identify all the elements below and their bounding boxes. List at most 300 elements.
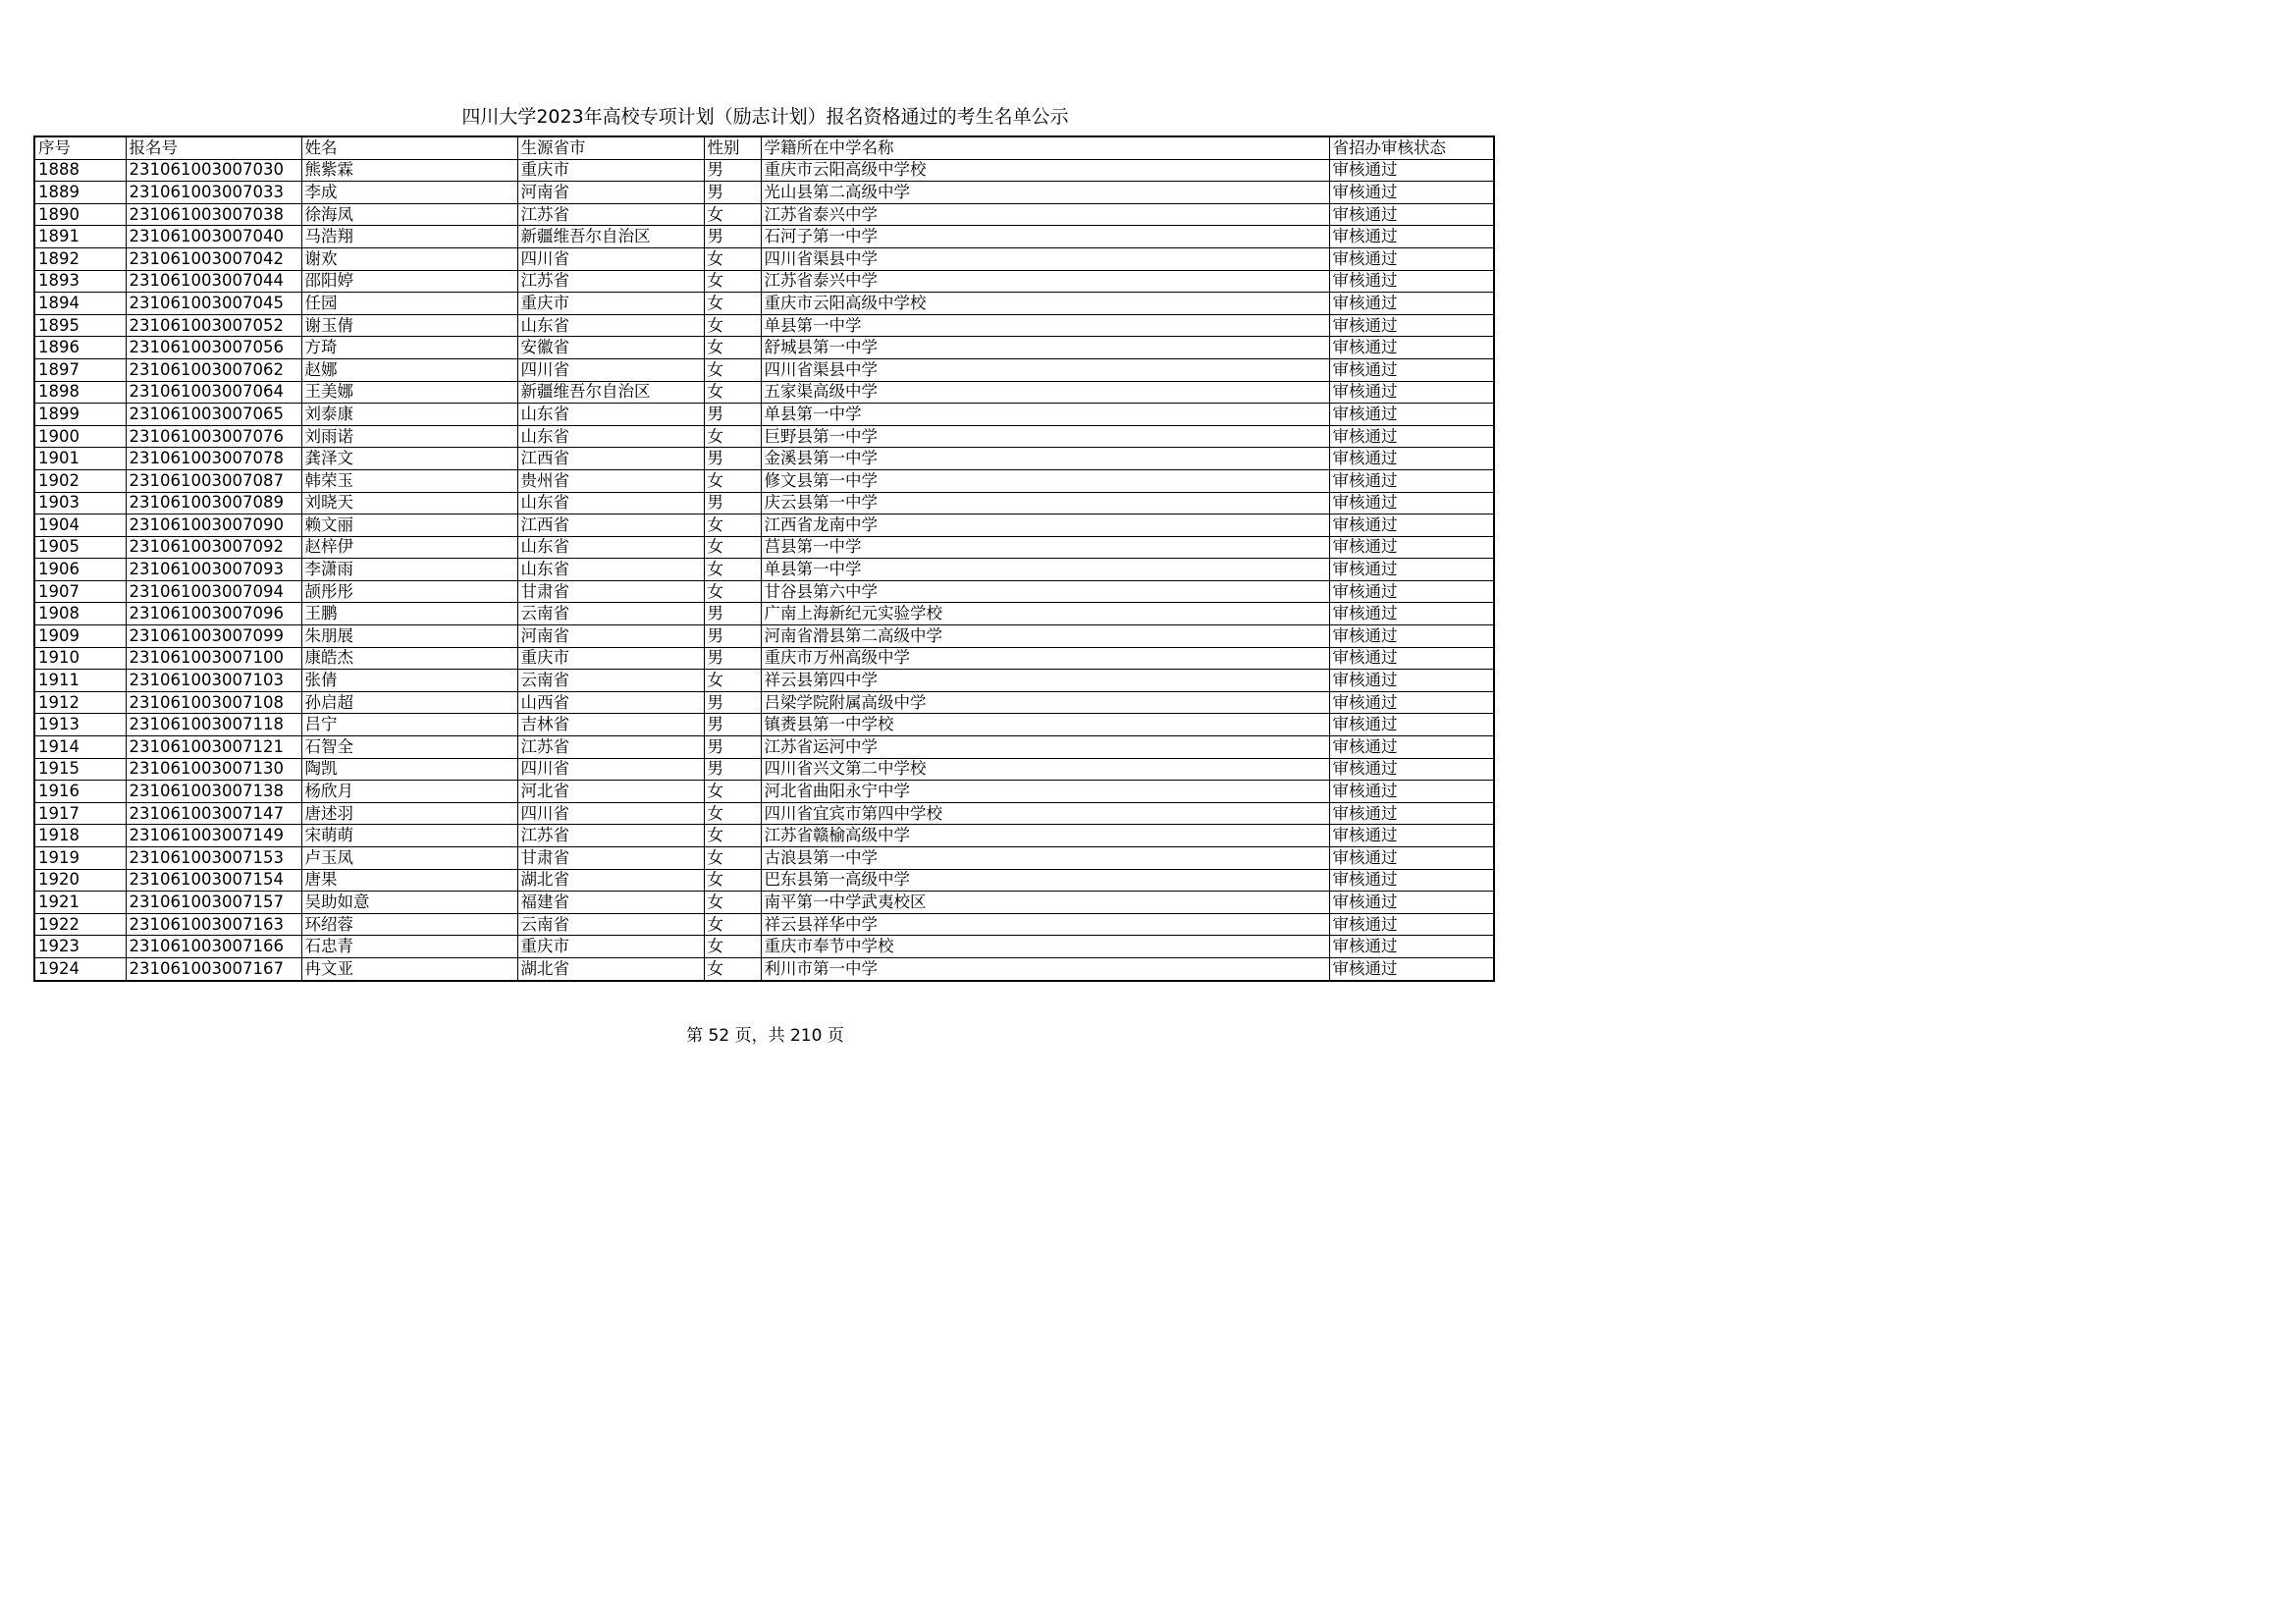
- school-cell: 莒县第一中学: [761, 536, 1329, 559]
- name-cell: 邵阳婷: [301, 270, 517, 293]
- column-header-gender: 性别: [704, 136, 761, 159]
- name-cell: 唐果: [301, 869, 517, 892]
- review-status-cell: 审核通过: [1329, 270, 1494, 293]
- registration-no-cell: 231061003007056: [126, 337, 301, 359]
- serial-cell: 1899: [34, 404, 126, 426]
- serial-cell: 1922: [34, 913, 126, 936]
- name-cell: 方琦: [301, 337, 517, 359]
- school-cell: 石河子第一中学: [761, 226, 1329, 248]
- gender-cell: 男: [704, 714, 761, 736]
- school-cell: 重庆市奉节中学校: [761, 936, 1329, 958]
- table-row: [34, 892, 1494, 914]
- name-cell: 张倩: [301, 670, 517, 692]
- gender-cell: 女: [704, 781, 761, 803]
- gender-cell: 女: [704, 825, 761, 847]
- column-header-serial: 序号: [34, 136, 126, 159]
- province-cell: 重庆市: [517, 293, 704, 315]
- registration-no-cell: 231061003007108: [126, 691, 301, 714]
- registration-no-cell: 231061003007090: [126, 514, 301, 537]
- gender-cell: 女: [704, 337, 761, 359]
- serial-cell: 1913: [34, 714, 126, 736]
- table-row: [34, 448, 1494, 470]
- review-status-cell: 审核通过: [1329, 514, 1494, 537]
- province-cell: 河北省: [517, 781, 704, 803]
- review-status-cell: 审核通过: [1329, 913, 1494, 936]
- gender-cell: 女: [704, 293, 761, 315]
- review-status-cell: 审核通过: [1329, 469, 1494, 492]
- registration-no-cell: 231061003007038: [126, 203, 301, 226]
- school-cell: 重庆市万州高级中学: [761, 647, 1329, 670]
- serial-cell: 1896: [34, 337, 126, 359]
- serial-cell: 1923: [34, 936, 126, 958]
- province-cell: 湖北省: [517, 957, 704, 980]
- province-cell: 云南省: [517, 913, 704, 936]
- school-cell: 重庆市云阳高级中学校: [761, 159, 1329, 182]
- school-cell: 镇赉县第一中学校: [761, 714, 1329, 736]
- school-cell: 江苏省泰兴中学: [761, 203, 1329, 226]
- registration-no-cell: 231061003007103: [126, 670, 301, 692]
- table-row: [34, 825, 1494, 847]
- province-cell: 重庆市: [517, 647, 704, 670]
- gender-cell: 男: [704, 404, 761, 426]
- gender-cell: 男: [704, 758, 761, 781]
- province-cell: 山东省: [517, 404, 704, 426]
- name-cell: 任园: [301, 293, 517, 315]
- candidate-table: [33, 135, 1495, 982]
- serial-cell: 1917: [34, 802, 126, 825]
- registration-no-cell: 231061003007089: [126, 492, 301, 514]
- gender-cell: 男: [704, 448, 761, 470]
- name-cell: 徐海凤: [301, 203, 517, 226]
- serial-cell: 1914: [34, 736, 126, 759]
- school-cell: 五家渠高级中学: [761, 381, 1329, 404]
- review-status-cell: 审核通过: [1329, 337, 1494, 359]
- review-status-cell: 审核通过: [1329, 182, 1494, 204]
- serial-cell: 1910: [34, 647, 126, 670]
- name-cell: 卢玉凤: [301, 847, 517, 870]
- name-cell: 熊紫霖: [301, 159, 517, 182]
- registration-no-cell: 231061003007121: [126, 736, 301, 759]
- table-row: [34, 270, 1494, 293]
- serial-cell: 1897: [34, 358, 126, 381]
- serial-cell: 1891: [34, 226, 126, 248]
- province-cell: 四川省: [517, 758, 704, 781]
- school-cell: 利川市第一中学: [761, 957, 1329, 980]
- gender-cell: 女: [704, 957, 761, 980]
- gender-cell: 男: [704, 159, 761, 182]
- review-status-cell: 审核通过: [1329, 536, 1494, 559]
- column-header-review-status: 省招办审核状态: [1329, 136, 1494, 159]
- province-cell: 山东省: [517, 559, 704, 581]
- table-row: [34, 469, 1494, 492]
- registration-no-cell: 231061003007087: [126, 469, 301, 492]
- name-cell: 韩荣玉: [301, 469, 517, 492]
- school-cell: 甘谷县第六中学: [761, 580, 1329, 603]
- province-cell: 甘肃省: [517, 847, 704, 870]
- registration-no-cell: 231061003007030: [126, 159, 301, 182]
- school-cell: 修文县第一中学: [761, 469, 1329, 492]
- registration-no-cell: 231061003007167: [126, 957, 301, 980]
- name-cell: 孙启超: [301, 691, 517, 714]
- registration-no-cell: 231061003007138: [126, 781, 301, 803]
- gender-cell: 男: [704, 625, 761, 648]
- province-cell: 江苏省: [517, 203, 704, 226]
- gender-cell: 女: [704, 670, 761, 692]
- serial-cell: 1902: [34, 469, 126, 492]
- school-cell: 重庆市云阳高级中学校: [761, 293, 1329, 315]
- registration-no-cell: 231061003007118: [126, 714, 301, 736]
- province-cell: 湖北省: [517, 869, 704, 892]
- name-cell: 王美娜: [301, 381, 517, 404]
- school-cell: 江苏省泰兴中学: [761, 270, 1329, 293]
- gender-cell: 女: [704, 847, 761, 870]
- gender-cell: 女: [704, 892, 761, 914]
- gender-cell: 男: [704, 226, 761, 248]
- review-status-cell: 审核通过: [1329, 358, 1494, 381]
- review-status-cell: 审核通过: [1329, 293, 1494, 315]
- name-cell: 李潇雨: [301, 559, 517, 581]
- registration-no-cell: 231061003007078: [126, 448, 301, 470]
- name-cell: 吴助如意: [301, 892, 517, 914]
- registration-no-cell: 231061003007093: [126, 559, 301, 581]
- province-cell: 甘肃省: [517, 580, 704, 603]
- school-cell: 四川省渠县中学: [761, 358, 1329, 381]
- table-row: [34, 913, 1494, 936]
- gender-cell: 女: [704, 869, 761, 892]
- name-cell: 康皓杰: [301, 647, 517, 670]
- school-cell: 江西省龙南中学: [761, 514, 1329, 537]
- gender-cell: 女: [704, 802, 761, 825]
- name-cell: 李成: [301, 182, 517, 204]
- table-body: [34, 159, 1494, 980]
- school-cell: 吕梁学院附属高级中学: [761, 691, 1329, 714]
- serial-cell: 1918: [34, 825, 126, 847]
- province-cell: 江西省: [517, 448, 704, 470]
- table-row: [34, 670, 1494, 692]
- name-cell: 吕宁: [301, 714, 517, 736]
- gender-cell: 女: [704, 936, 761, 958]
- province-cell: 四川省: [517, 358, 704, 381]
- school-cell: 巨野县第一中学: [761, 425, 1329, 448]
- gender-cell: 男: [704, 647, 761, 670]
- registration-no-cell: 231061003007149: [126, 825, 301, 847]
- serial-cell: 1919: [34, 847, 126, 870]
- serial-cell: 1905: [34, 536, 126, 559]
- table-row: [34, 203, 1494, 226]
- gender-cell: 女: [704, 203, 761, 226]
- review-status-cell: 审核通过: [1329, 847, 1494, 870]
- gender-cell: 男: [704, 182, 761, 204]
- table-row: [34, 625, 1494, 648]
- name-cell: 马浩翔: [301, 226, 517, 248]
- table-header-row: [34, 136, 1494, 159]
- province-cell: 江苏省: [517, 736, 704, 759]
- page-number: 第 52 页，共 210 页: [686, 1026, 844, 1046]
- school-cell: 河北省曲阳永宁中学: [761, 781, 1329, 803]
- school-cell: 金溪县第一中学: [761, 448, 1329, 470]
- serial-cell: 1909: [34, 625, 126, 648]
- review-status-cell: 审核通过: [1329, 736, 1494, 759]
- review-status-cell: 审核通过: [1329, 580, 1494, 603]
- province-cell: 安徽省: [517, 337, 704, 359]
- name-cell: 朱朋展: [301, 625, 517, 648]
- province-cell: 重庆市: [517, 159, 704, 182]
- province-cell: 山东省: [517, 492, 704, 514]
- table-row: [34, 736, 1494, 759]
- registration-no-cell: 231061003007166: [126, 936, 301, 958]
- review-status-cell: 审核通过: [1329, 781, 1494, 803]
- review-status-cell: 审核通过: [1329, 247, 1494, 270]
- serial-cell: 1916: [34, 781, 126, 803]
- table-row: [34, 603, 1494, 625]
- gender-cell: 男: [704, 603, 761, 625]
- school-cell: 四川省兴文第二中学校: [761, 758, 1329, 781]
- registration-no-cell: 231061003007065: [126, 404, 301, 426]
- table-row: [34, 647, 1494, 670]
- registration-no-cell: 231061003007096: [126, 603, 301, 625]
- province-cell: 新疆维吾尔自治区: [517, 381, 704, 404]
- serial-cell: 1907: [34, 580, 126, 603]
- serial-cell: 1903: [34, 492, 126, 514]
- province-cell: 吉林省: [517, 714, 704, 736]
- registration-no-cell: 231061003007044: [126, 270, 301, 293]
- registration-no-cell: 231061003007092: [126, 536, 301, 559]
- registration-no-cell: 231061003007154: [126, 869, 301, 892]
- school-cell: 祥云县祥华中学: [761, 913, 1329, 936]
- gender-cell: 男: [704, 492, 761, 514]
- serial-cell: 1912: [34, 691, 126, 714]
- serial-cell: 1895: [34, 314, 126, 337]
- page-title: 四川大学2023年高校专项计划（励志计划）报名资格通过的考生名单公示: [461, 106, 1069, 128]
- table-row: [34, 580, 1494, 603]
- province-cell: 山东省: [517, 536, 704, 559]
- name-cell: 谢欢: [301, 247, 517, 270]
- table-row: [34, 559, 1494, 581]
- review-status-cell: 审核通过: [1329, 670, 1494, 692]
- school-cell: 庆云县第一中学: [761, 492, 1329, 514]
- school-cell: 河南省滑县第二高级中学: [761, 625, 1329, 648]
- name-cell: 石智全: [301, 736, 517, 759]
- table-row: [34, 337, 1494, 359]
- province-cell: 新疆维吾尔自治区: [517, 226, 704, 248]
- serial-cell: 1900: [34, 425, 126, 448]
- table-row: [34, 957, 1494, 980]
- table-row: [34, 314, 1494, 337]
- name-cell: 赵梓伊: [301, 536, 517, 559]
- table-row: [34, 425, 1494, 448]
- name-cell: 刘晓天: [301, 492, 517, 514]
- name-cell: 刘雨诺: [301, 425, 517, 448]
- school-cell: 舒城县第一中学: [761, 337, 1329, 359]
- registration-no-cell: 231061003007147: [126, 802, 301, 825]
- gender-cell: 女: [704, 469, 761, 492]
- province-cell: 山东省: [517, 425, 704, 448]
- registration-no-cell: 231061003007094: [126, 580, 301, 603]
- registration-no-cell: 231061003007163: [126, 913, 301, 936]
- province-cell: 河南省: [517, 182, 704, 204]
- registration-no-cell: 231061003007052: [126, 314, 301, 337]
- name-cell: 刘泰康: [301, 404, 517, 426]
- province-cell: 贵州省: [517, 469, 704, 492]
- province-cell: 江苏省: [517, 270, 704, 293]
- serial-cell: 1921: [34, 892, 126, 914]
- table-row: [34, 182, 1494, 204]
- province-cell: 河南省: [517, 625, 704, 648]
- name-cell: 环绍蓉: [301, 913, 517, 936]
- serial-cell: 1920: [34, 869, 126, 892]
- school-cell: 祥云县第四中学: [761, 670, 1329, 692]
- registration-no-cell: 231061003007064: [126, 381, 301, 404]
- registration-no-cell: 231061003007076: [126, 425, 301, 448]
- table-row: [34, 781, 1494, 803]
- review-status-cell: 审核通过: [1329, 559, 1494, 581]
- serial-cell: 1888: [34, 159, 126, 182]
- table-row: [34, 714, 1494, 736]
- gender-cell: 女: [704, 314, 761, 337]
- province-cell: 重庆市: [517, 936, 704, 958]
- review-status-cell: 审核通过: [1329, 647, 1494, 670]
- gender-cell: 男: [704, 691, 761, 714]
- province-cell: 江苏省: [517, 825, 704, 847]
- review-status-cell: 审核通过: [1329, 802, 1494, 825]
- serial-cell: 1889: [34, 182, 126, 204]
- registration-no-cell: 231061003007130: [126, 758, 301, 781]
- table-row: [34, 936, 1494, 958]
- review-status-cell: 审核通过: [1329, 936, 1494, 958]
- serial-cell: 1892: [34, 247, 126, 270]
- review-status-cell: 审核通过: [1329, 448, 1494, 470]
- registration-no-cell: 231061003007062: [126, 358, 301, 381]
- province-cell: 福建省: [517, 892, 704, 914]
- column-header-school: 学籍所在中学名称: [761, 136, 1329, 159]
- table-row: [34, 247, 1494, 270]
- school-cell: 古浪县第一中学: [761, 847, 1329, 870]
- registration-no-cell: 231061003007042: [126, 247, 301, 270]
- registration-no-cell: 231061003007157: [126, 892, 301, 914]
- school-cell: 巴东县第一高级中学: [761, 869, 1329, 892]
- serial-cell: 1915: [34, 758, 126, 781]
- province-cell: 云南省: [517, 603, 704, 625]
- name-cell: 龚泽文: [301, 448, 517, 470]
- column-header-registration-no: 报名号: [126, 136, 301, 159]
- serial-cell: 1904: [34, 514, 126, 537]
- gender-cell: 女: [704, 425, 761, 448]
- province-cell: 山东省: [517, 314, 704, 337]
- gender-cell: 女: [704, 559, 761, 581]
- gender-cell: 女: [704, 514, 761, 537]
- name-cell: 杨欣月: [301, 781, 517, 803]
- review-status-cell: 审核通过: [1329, 957, 1494, 980]
- registration-no-cell: 231061003007153: [126, 847, 301, 870]
- name-cell: 王鹏: [301, 603, 517, 625]
- serial-cell: 1901: [34, 448, 126, 470]
- school-cell: 单县第一中学: [761, 559, 1329, 581]
- column-header-name: 姓名: [301, 136, 517, 159]
- province-cell: 山西省: [517, 691, 704, 714]
- gender-cell: 女: [704, 913, 761, 936]
- school-cell: 广南上海新纪元实验学校: [761, 603, 1329, 625]
- table-row: [34, 293, 1494, 315]
- gender-cell: 女: [704, 358, 761, 381]
- review-status-cell: 审核通过: [1329, 203, 1494, 226]
- province-cell: 四川省: [517, 802, 704, 825]
- registration-no-cell: 231061003007040: [126, 226, 301, 248]
- review-status-cell: 审核通过: [1329, 226, 1494, 248]
- school-cell: 四川省宜宾市第四中学校: [761, 802, 1329, 825]
- review-status-cell: 审核通过: [1329, 758, 1494, 781]
- gender-cell: 女: [704, 270, 761, 293]
- name-cell: 颉彤彤: [301, 580, 517, 603]
- table-row: [34, 514, 1494, 537]
- name-cell: 陶凯: [301, 758, 517, 781]
- table-row: [34, 691, 1494, 714]
- review-status-cell: 审核通过: [1329, 869, 1494, 892]
- table-row: [34, 381, 1494, 404]
- review-status-cell: 审核通过: [1329, 825, 1494, 847]
- table-row: [34, 492, 1494, 514]
- registration-no-cell: 231061003007045: [126, 293, 301, 315]
- name-cell: 赵娜: [301, 358, 517, 381]
- review-status-cell: 审核通过: [1329, 892, 1494, 914]
- table-row: [34, 159, 1494, 182]
- review-status-cell: 审核通过: [1329, 381, 1494, 404]
- registration-no-cell: 231061003007100: [126, 647, 301, 670]
- table-row: [34, 404, 1494, 426]
- review-status-cell: 审核通过: [1329, 691, 1494, 714]
- review-status-cell: 审核通过: [1329, 314, 1494, 337]
- table-row: [34, 758, 1494, 781]
- name-cell: 宋萌萌: [301, 825, 517, 847]
- gender-cell: 女: [704, 580, 761, 603]
- name-cell: 冉文亚: [301, 957, 517, 980]
- school-cell: 江苏省运河中学: [761, 736, 1329, 759]
- review-status-cell: 审核通过: [1329, 159, 1494, 182]
- table-row: [34, 869, 1494, 892]
- registration-no-cell: 231061003007099: [126, 625, 301, 648]
- gender-cell: 女: [704, 247, 761, 270]
- school-cell: 单县第一中学: [761, 404, 1329, 426]
- school-cell: 南平第一中学武夷校区: [761, 892, 1329, 914]
- gender-cell: 女: [704, 381, 761, 404]
- serial-cell: 1893: [34, 270, 126, 293]
- serial-cell: 1911: [34, 670, 126, 692]
- school-cell: 光山县第二高级中学: [761, 182, 1329, 204]
- name-cell: 赖文丽: [301, 514, 517, 537]
- serial-cell: 1908: [34, 603, 126, 625]
- serial-cell: 1894: [34, 293, 126, 315]
- table-row: [34, 226, 1494, 248]
- table-row: [34, 536, 1494, 559]
- review-status-cell: 审核通过: [1329, 714, 1494, 736]
- school-cell: 单县第一中学: [761, 314, 1329, 337]
- column-header-province: 生源省市: [517, 136, 704, 159]
- review-status-cell: 审核通过: [1329, 425, 1494, 448]
- name-cell: 唐述羽: [301, 802, 517, 825]
- table-row: [34, 358, 1494, 381]
- serial-cell: 1906: [34, 559, 126, 581]
- registration-no-cell: 231061003007033: [126, 182, 301, 204]
- review-status-cell: 审核通过: [1329, 603, 1494, 625]
- review-status-cell: 审核通过: [1329, 492, 1494, 514]
- gender-cell: 女: [704, 536, 761, 559]
- review-status-cell: 审核通过: [1329, 625, 1494, 648]
- gender-cell: 男: [704, 736, 761, 759]
- name-cell: 谢玉倩: [301, 314, 517, 337]
- serial-cell: 1890: [34, 203, 126, 226]
- province-cell: 四川省: [517, 247, 704, 270]
- province-cell: 云南省: [517, 670, 704, 692]
- table-row: [34, 847, 1494, 870]
